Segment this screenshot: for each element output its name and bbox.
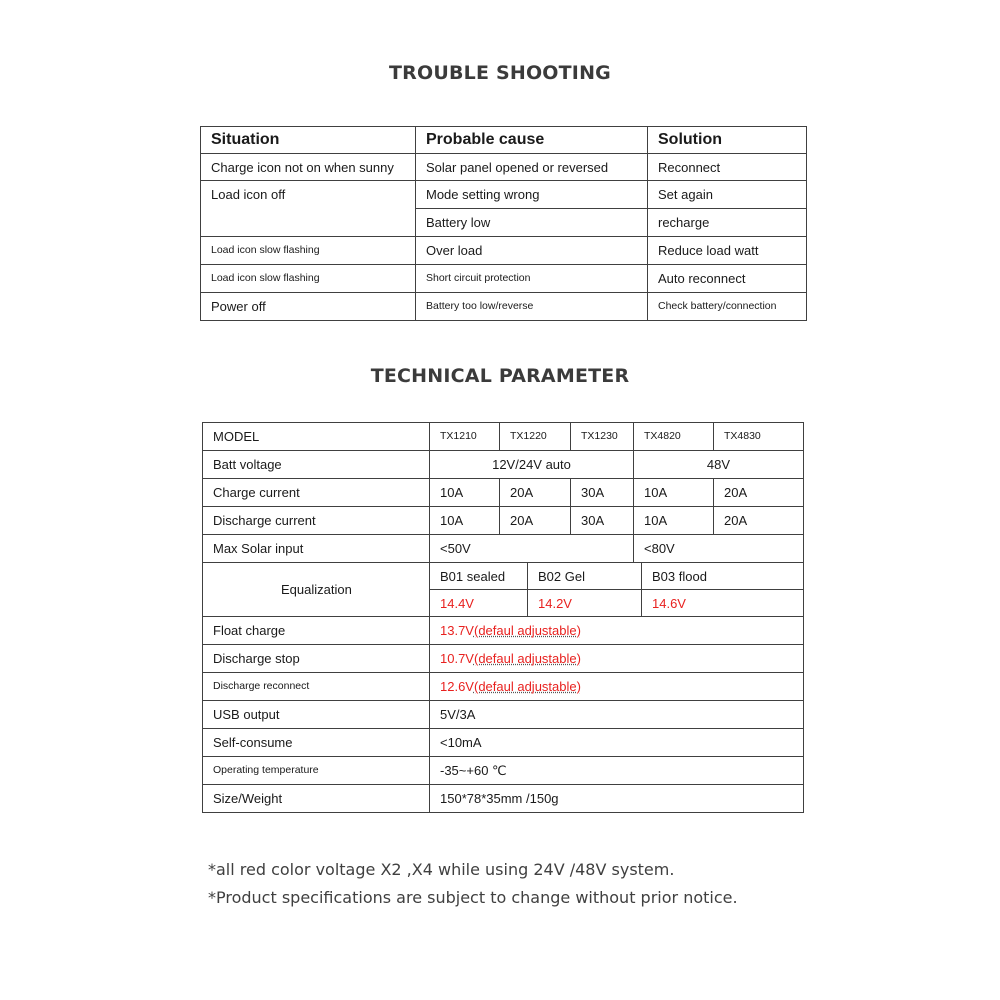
float-charge-value: 13.7V: [440, 623, 474, 638]
charge-current-value: 20A: [714, 479, 804, 507]
param-label: Operating temperature: [203, 757, 430, 785]
discharge-stop-note: (defaul adjustable): [473, 651, 581, 666]
solution-cell: recharge: [648, 209, 807, 237]
param-label: Size/Weight: [203, 785, 430, 813]
header-probable-cause: Probable cause: [416, 127, 648, 154]
situation-cell: Load icon slow flashing: [201, 237, 416, 265]
discharge-current-value: 30A: [571, 507, 634, 535]
param-label: Float charge: [203, 617, 430, 645]
equalization-value: 14.4V: [430, 590, 528, 617]
table-row: [201, 237, 807, 265]
equalization-type: B02 Gel: [528, 563, 642, 590]
cause-cell: Short circuit protection: [416, 265, 648, 293]
situation-cell: Charge icon not on when sunny: [201, 154, 416, 181]
param-label: Charge current: [203, 479, 430, 507]
size-weight-row: [203, 785, 804, 813]
cause-cell: Solar panel opened or reversed: [416, 154, 648, 181]
solution-cell: Reconnect: [648, 154, 807, 181]
technical-parameter-table: [202, 422, 804, 813]
size-weight-value: 150*78*35mm /150g: [430, 785, 804, 813]
param-label: USB output: [203, 701, 430, 729]
discharge-reconnect-note: (defaul adjustable): [473, 679, 581, 694]
operating-temperature-value: -35~+60 ℃: [430, 757, 804, 785]
float-charge-row: [203, 617, 804, 645]
troubleshooting-header-row: [201, 127, 807, 154]
header-situation: Situation: [201, 127, 416, 154]
param-label: Discharge current: [203, 507, 430, 535]
equalization-value: 14.2V: [528, 590, 642, 617]
cause-cell: Battery low: [416, 209, 648, 237]
batt-voltage-row: [203, 451, 804, 479]
situation-cell: Load icon slow flashing: [201, 265, 416, 293]
technical-parameter-title: TECHNICAL PARAMETER: [370, 365, 630, 387]
equalization-type: B03 flood: [642, 563, 804, 590]
discharge-stop-row: [203, 645, 804, 673]
discharge-stop-value: 10.7V: [440, 651, 474, 666]
equalization-type-row: [203, 563, 804, 590]
discharge-current-value: 20A: [500, 507, 571, 535]
charge-current-value: 30A: [571, 479, 634, 507]
discharge-current-value: 20A: [714, 507, 804, 535]
discharge-reconnect-row: [203, 673, 804, 701]
model-row: [203, 423, 804, 451]
solution-cell: Check battery/connection: [648, 293, 807, 321]
discharge-reconnect-value-cell: [430, 673, 804, 701]
solution-cell: Set again: [648, 181, 807, 209]
discharge-stop-value-cell: [430, 645, 804, 673]
cause-cell: Over load: [416, 237, 648, 265]
charge-current-value: 20A: [500, 479, 571, 507]
param-label: Max Solar input: [203, 535, 430, 563]
equalization-type: B01 sealed: [430, 563, 528, 590]
table-row: [201, 181, 807, 209]
float-charge-value-cell: [430, 617, 804, 645]
cause-cell: Mode setting wrong: [416, 181, 648, 209]
param-label: Discharge reconnect: [203, 673, 430, 701]
discharge-current-row: [203, 507, 804, 535]
footnote-spec-change: *Product specifications are subject to change without prior notice.: [208, 888, 738, 907]
float-charge-note: (defaul adjustable): [473, 623, 581, 638]
param-label: Batt voltage: [203, 451, 430, 479]
max-solar-input-value: <80V: [634, 535, 804, 563]
param-label: Equalization: [203, 563, 430, 617]
troubleshooting-table: [200, 126, 807, 321]
equalization-value: 14.6V: [642, 590, 804, 617]
table-row: [201, 293, 807, 321]
operating-temperature-row: [203, 757, 804, 785]
param-label: Self-consume: [203, 729, 430, 757]
charge-current-row: [203, 479, 804, 507]
param-label: Discharge stop: [203, 645, 430, 673]
discharge-current-value: 10A: [634, 507, 714, 535]
model-value: TX1230: [571, 423, 634, 451]
table-row: [201, 154, 807, 181]
model-value: TX4830: [714, 423, 804, 451]
model-value: TX4820: [634, 423, 714, 451]
model-value: TX1220: [500, 423, 571, 451]
solution-cell: Reduce load watt: [648, 237, 807, 265]
self-consume-row: [203, 729, 804, 757]
max-solar-input-value: <50V: [430, 535, 634, 563]
max-solar-input-row: [203, 535, 804, 563]
header-solution: Solution: [648, 127, 807, 154]
table-row: [201, 265, 807, 293]
situation-cell: Power off: [201, 293, 416, 321]
discharge-reconnect-value: 12.6V: [440, 679, 474, 694]
usb-output-row: [203, 701, 804, 729]
self-consume-value: <10mA: [430, 729, 804, 757]
troubleshooting-title: TROUBLE SHOOTING: [389, 62, 611, 84]
solution-cell: Auto reconnect: [648, 265, 807, 293]
param-label: MODEL: [203, 423, 430, 451]
footnote-red-voltage: *all red color voltage X2 ,X4 while using 24V /48V system.: [208, 860, 675, 879]
cause-cell: Battery too low/reverse: [416, 293, 648, 321]
situation-cell: Load icon off: [201, 181, 416, 237]
charge-current-value: 10A: [634, 479, 714, 507]
batt-voltage-value: 12V/24V auto: [430, 451, 634, 479]
charge-current-value: 10A: [430, 479, 500, 507]
batt-voltage-value: 48V: [634, 451, 804, 479]
discharge-current-value: 10A: [430, 507, 500, 535]
usb-output-value: 5V/3A: [430, 701, 804, 729]
model-value: TX1210: [430, 423, 500, 451]
